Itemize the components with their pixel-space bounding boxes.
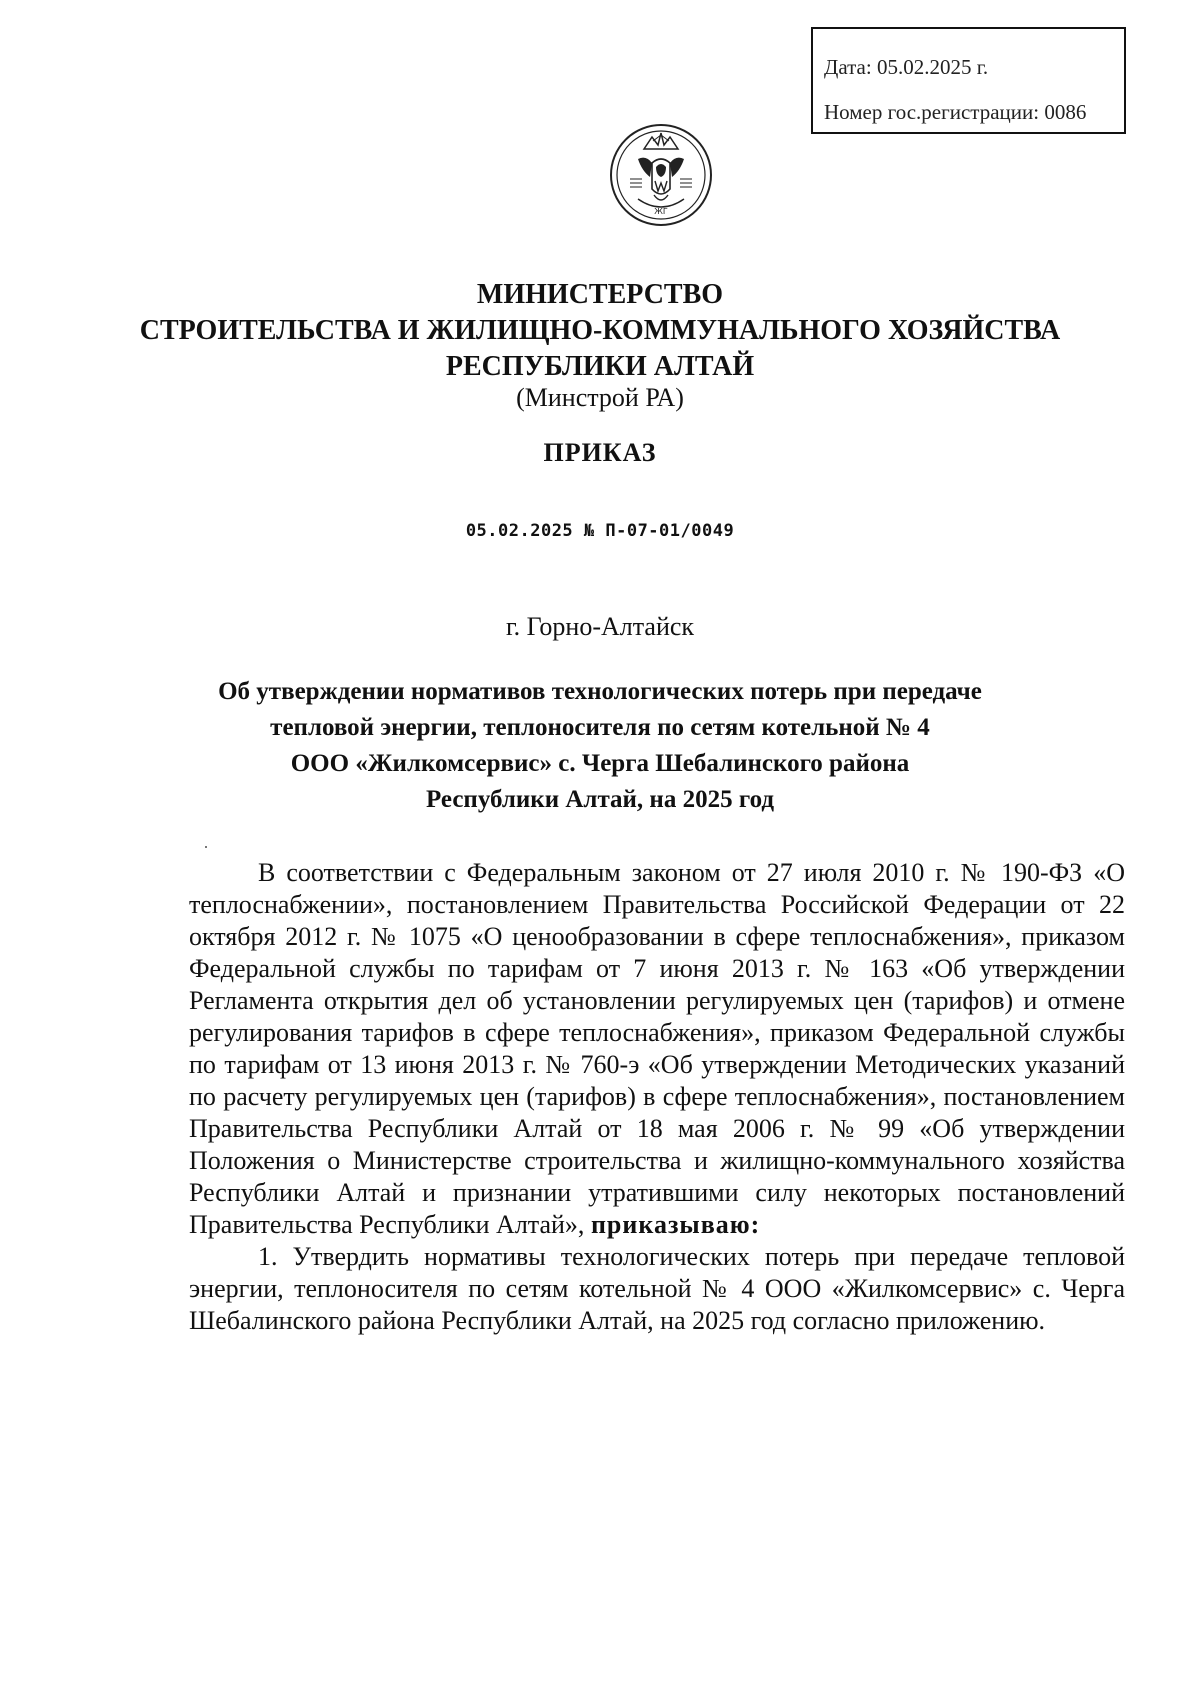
preamble-paragraph xyxy=(189,857,1125,1241)
decree-word: приказываю xyxy=(590,1210,751,1239)
order-subject xyxy=(0,674,1200,818)
registration-date: Дата: 05.02.2025 г. xyxy=(824,55,989,79)
city-name: г. Горно-Алтайск xyxy=(505,612,695,641)
ministry-line-1: МИНИСТЕРСТВО xyxy=(476,279,724,310)
registration-stamp xyxy=(811,27,1126,134)
ministry-line-2: СТРОИТЕЛЬСТВА И ЖИЛИЩНО-КОММУНАЛЬНОГО ХОЗЯЙСТВА xyxy=(139,315,1061,346)
subject-line-3: ООО «Жилкомсервис» с. Черга Шебалинского района xyxy=(290,750,910,777)
decree-colon: : xyxy=(750,1210,761,1239)
preamble-text: В соответствии с Федеральным законом от 27 июля 2010 г. № 190-ФЗ «О теплоснабжении», постановлением Правительства Российской Федерации от 22 октября 2012 г. № 1075 «О ценообразовании в сфере теплоснабжения», приказом Федеральной службы по тарифам от 7 июня 2013 г. № 163 «Об утверждении Регламента открытия дел об установлении регулируемых цен (тарифов) и отмене регулирования тарифов в сфере теплоснабжения», приказом Федеральной службы по тарифам от 13 июня 2013 г. № 760-э «Об утверждении Методических указаний по расчету регулируемых цен (тарифов) в сфере теплоснабжения», постановлением Правительства Республики Алтай от 18 мая 2006 г. № 99 «Об утверждении Положения о Министерстве строительства и жилищно-коммунального хозяйства Республики Алтай и признании утратившими силу некоторых постановлений Правительства Республики Алтай», xyxy=(189,858,1125,1239)
altai-coat-of-arms-icon xyxy=(608,119,714,231)
subject-line-4: Республики Алтай, на 2025 год xyxy=(425,786,774,813)
subject-line-1: Об утверждении нормативов технологических потерь при передаче xyxy=(218,678,982,705)
ministry-short-name: (Минстрой РА) xyxy=(516,383,684,412)
ministry-line-3: РЕСПУБЛИКИ АЛТАЙ xyxy=(445,351,755,382)
scan-speck xyxy=(205,846,207,848)
emblem-caption: ЖГ xyxy=(654,207,668,216)
subject-line-2: тепловой энергии, теплоносителя по сетям котельной № 4 xyxy=(270,714,930,741)
order-title: ПРИКАЗ xyxy=(543,438,657,467)
order-number: 05.02.2025 № П-07-01/0049 xyxy=(465,521,735,541)
ministry-name xyxy=(0,277,1200,385)
registration-number: Номер гос.регистрации: 0086 xyxy=(824,100,1087,124)
order-body xyxy=(189,857,1125,1337)
item-1-paragraph: 1. Утвердить нормативы технологических потерь при передаче тепловой энергии, теплоносителя по сетям котельной № 4 ООО «Жилкомсервис» с. Черга Шебалинского района Республики Алтай, на 2025 год согласно приложению. xyxy=(189,1242,1125,1335)
